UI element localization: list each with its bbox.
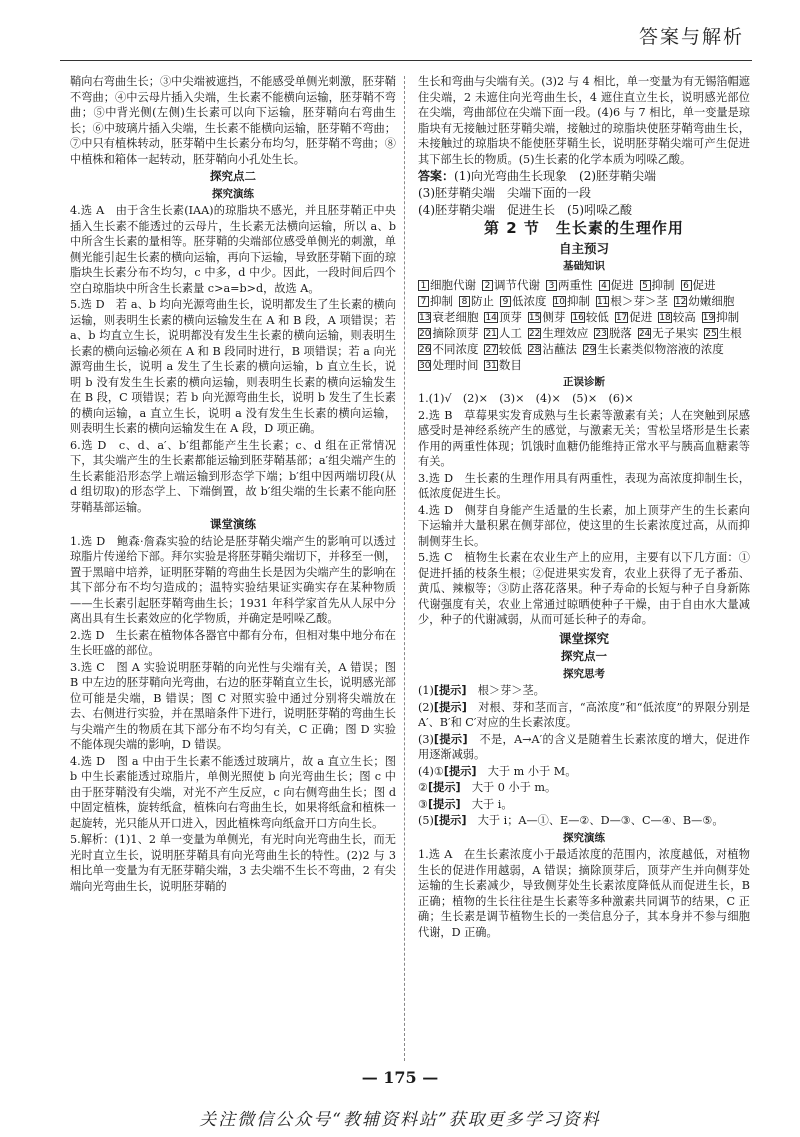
hint-item bbox=[418, 683, 750, 699]
item-text: 两重性 bbox=[558, 277, 593, 292]
item-text: 较低 bbox=[498, 341, 522, 356]
header-title: 答案与解析 bbox=[638, 26, 744, 48]
hint-label: [提示] bbox=[443, 764, 488, 778]
chapter-title: 第 2 节 生长素的生理作用 bbox=[484, 219, 684, 237]
knowledge-item bbox=[571, 309, 608, 325]
right-column bbox=[418, 74, 750, 1059]
paragraph: 生长和弯曲与尖端有关。(3)2 与 4 相比，单一变量为有无锡箔帽遮住尖端，2 未遮住向光弯曲生长，4 遮住直立生长，说明感光部位在尖端，弯曲部位在尖端下面一段。(4)6 与 7 相比，单一变量是琼脂块有无接触过胚芽鞘尖端，接触过的琼脂块使胚芽鞘弯曲生长，未接触过的琼脂块不能使胚芽鞘生长，说明胚芽鞘尖端可产生促进其下部生长的物质。(5)生长素的化学本质为吲哚乙酸。 bbox=[418, 75, 750, 166]
page-header bbox=[0, 0, 800, 80]
diagnosis-item: 4.选 D 侧芽自身能产生适量的生长素，加上顶芽产生的生长素向下运输并大量积累在侧芽部位，使这里的生长素浓度过高，从而抑制侧芽生长。 bbox=[418, 503, 750, 548]
paragraph: 5.解析：(1)1、2 单一变量为单侧光，有光时向光弯曲生长，而无光时直立生长，说明胚芽鞘具有向光弯曲生长的特性。(2)2 与 3 相比单一变量为有无胚芽鞘尖端，3 去尖端不生长不弯曲，2 有尖端向光弯曲生长，说明胚芽鞘的 bbox=[70, 833, 396, 893]
answer-line-3: (4)胚芽鞘尖端 促进生长 (5)吲哚乙酸 bbox=[418, 203, 632, 217]
hint-text: 根＞芽＞茎。 bbox=[477, 684, 545, 697]
item-text: 顶芽 bbox=[498, 309, 522, 324]
item-number: 7 bbox=[418, 296, 429, 307]
hint-text: 大于 i。 bbox=[471, 797, 513, 811]
knowledge-item bbox=[484, 325, 521, 341]
item-text: 处理时间 bbox=[432, 357, 479, 372]
item-number: 17 bbox=[615, 312, 628, 323]
column-divider bbox=[404, 76, 405, 1061]
hint-prefix: ② bbox=[418, 781, 429, 794]
knowledge-item bbox=[418, 341, 478, 357]
item-number: 27 bbox=[485, 344, 497, 355]
item-number: 15 bbox=[528, 312, 541, 323]
knowledge-item bbox=[615, 309, 652, 325]
item-number: 1 bbox=[418, 280, 429, 291]
item-number: 26 bbox=[419, 344, 431, 355]
item-text: 脱落 bbox=[608, 325, 632, 340]
item-text: 生理效应 bbox=[542, 325, 589, 340]
knowledge-item bbox=[594, 325, 631, 341]
item-text: 根＞芽＞茎 bbox=[610, 293, 668, 308]
paragraph: 2.选 D 生长素在植物体各器官中都有分布，但相对集中地分布在生长旺盛的部位。 bbox=[70, 628, 396, 657]
item-number: 24 bbox=[638, 328, 651, 339]
hint-label-text: 提示 bbox=[438, 700, 462, 714]
hint-text: 对根、芽和茎而言，“高浓度”和“低浓度”的界限分别是 A′、B′和 C′对应的生长素浓度。 bbox=[418, 700, 750, 729]
item-number: 3 bbox=[546, 280, 557, 291]
item-text: 摘除顶芽 bbox=[432, 325, 479, 340]
knowledge-item bbox=[596, 293, 668, 309]
item-text: 数目 bbox=[498, 357, 522, 372]
answer-line-2: (3)胚芽鞘尖端 尖端下面的一段 bbox=[418, 186, 591, 200]
hint-label: [提示] bbox=[433, 814, 478, 827]
item-text: 无子果实 bbox=[652, 325, 699, 340]
diagnosis-item: 3.选 D 生长素的生理作用具有两重性，表现为高浓度抑制生长，低浓度促进生长。 bbox=[418, 471, 750, 500]
item-number: 22 bbox=[528, 328, 541, 339]
item-text: 较高 bbox=[672, 309, 696, 324]
item-text: 抑制 bbox=[716, 309, 740, 324]
hint-prefix: (4)① bbox=[418, 764, 444, 778]
hint-item bbox=[418, 780, 750, 796]
hint-prefix: (1) bbox=[418, 684, 434, 697]
section-title: 课堂演练 bbox=[210, 517, 256, 531]
paragraph: 鞘向右弯曲生长；③中尖端被遮挡，不能感受单侧光刺激，胚芽鞘不弯曲；④中云母片插入尖端，生长素不能横向运输，胚芽鞘不弯曲；⑤中背光侧(左侧)生长素可以向下运输，胚芽鞘向右弯曲生长；⑥中玻璃片插入尖端，生长素不能横向运输，胚芽鞘不弯曲；⑦中只有植株转动，胚芽鞘中生长素分布均匀，胚芽鞘不弯曲；⑧中植株和箱体一起转动，胚芽鞘向小孔处生长。 bbox=[70, 75, 396, 166]
item-number: 21 bbox=[485, 328, 497, 339]
knowledge-item bbox=[681, 277, 716, 293]
header-rule bbox=[60, 60, 752, 61]
knowledge-item bbox=[418, 357, 478, 373]
preview-title: 自主预习 bbox=[558, 240, 609, 256]
paragraph: 3.选 C 图 A 实验说明胚芽鞘的向光性与尖端有关，A 错误；图 B 中左边的胚芽鞘向光弯曲，右边的胚芽鞘直立生长，说明感光部位可能是尖端，B 错误；图 C 对照实验中通过分别将尖端放在去、右侧进行实验，并在黑暗条件下进行，说明胚芽鞘的弯曲生长与尖端产生的物质在其下部分布不均匀有关，C 正确；图 D 实验不能体现尖端的影响，D 错误。 bbox=[70, 660, 396, 751]
item-number: 13 bbox=[419, 312, 431, 323]
diagnosis-item: 2.选 B 草莓果实发育成熟与生长素等激素有关；人在突触到尿感感受时是神经系统产生的感觉，与激素无关；雪松呈塔形是生长素作用的两重性体现；饥饿时血糖仍能维持正常水平与胰高血糖素等有关。 bbox=[418, 408, 750, 468]
diagnosis-item: 5.选 C 植物生长素在农业生产上的应用，主要有以下几方面：①促进扦插的枝条生根；②促进果实发育，农业上获得了无子番茄、黄瓜、辣椒等；③防止落花落果。种子寿命的长短与种子自身新陈代谢强度有关，农业上常通过晾晒使种子干燥，由于自由水大量减少，种子的代谢减弱，从而可延长种子的寿命。 bbox=[418, 551, 750, 626]
knowledge-item bbox=[484, 341, 521, 357]
item-number: 6 bbox=[681, 280, 692, 291]
knowledge-item bbox=[418, 325, 478, 341]
item-number: 10 bbox=[553, 296, 565, 307]
hint-prefix: ③ bbox=[418, 797, 429, 811]
diagnosis-line: 1.(1)√ (2)× (3)× (4)× (5)× (6)× bbox=[418, 392, 634, 405]
item-text: 防止 bbox=[471, 293, 494, 308]
knowledge-item bbox=[418, 293, 453, 309]
basic-knowledge-grid bbox=[418, 277, 750, 373]
hint-label: [提示] bbox=[428, 797, 472, 811]
knowledge-item bbox=[640, 277, 675, 293]
paragraph: 4.选 D 图 a 中由于生长素不能透过玻璃片，故 a 直立生长；图 b 中生长素能透过琼脂片，单侧光照使 b 向光弯曲生长；图 c 中由于胚芽鞘没有尖端，对光不产生反应，c 向右侧弯曲生长；图 d 中固定植株，旋转纸盒，植株向右弯曲生长，如果将纸盒和植株一起旋转，光只能从开口进入，因此植株弯向纸盒开口方向生长。 bbox=[70, 754, 396, 830]
item-text: 促进 bbox=[610, 277, 634, 292]
item-number: 14 bbox=[485, 312, 497, 323]
item-text: 抑制 bbox=[566, 293, 590, 308]
item-number: 29 bbox=[583, 344, 596, 355]
item-number: 30 bbox=[419, 360, 431, 371]
item-text: 幼嫩细胞 bbox=[688, 293, 735, 308]
item-number: 4 bbox=[599, 280, 610, 291]
item-text: 细胞代谢 bbox=[430, 277, 476, 292]
item-text: 侧芽 bbox=[542, 309, 566, 324]
page-number: — 175 — bbox=[361, 1068, 439, 1087]
hint-item bbox=[418, 732, 750, 763]
item-text: 人工 bbox=[498, 325, 522, 340]
item-number: 23 bbox=[595, 328, 607, 339]
basic-knowledge-title: 基础知识 bbox=[563, 260, 605, 272]
item-number: 18 bbox=[659, 312, 671, 323]
answer-line-1: (1)向光弯曲生长现象 (2)胚芽鞘尖端 bbox=[454, 169, 657, 183]
item-text: 促进 bbox=[692, 277, 716, 292]
item-text: 抑制 bbox=[651, 277, 675, 292]
item-text: 沾蘸法 bbox=[542, 341, 577, 356]
knowledge-item bbox=[500, 293, 547, 309]
knowledge-item bbox=[704, 325, 741, 341]
paragraph: 6.选 D c、d、a′、b′组都能产生生长素；c、d 组在正常情况下，其尖端产生的生长素都能运输到胚芽鞘基部；a′组尖端产生的生长素能沿形态学上端运输到形态学下端；b′组中因两端切段(从 d 组切取)的形态学上、下端倒置，故 b′组尖端的生长素不能向胚芽鞘基部运输。 bbox=[70, 438, 396, 514]
item-text: 调节代谢 bbox=[494, 277, 540, 292]
hint-label: [提示] bbox=[433, 732, 480, 746]
item-number: 25 bbox=[705, 328, 717, 339]
diagnosis-title: 正误诊断 bbox=[563, 375, 605, 388]
knowledge-item bbox=[484, 357, 521, 373]
explore-think-title: 探究思考 bbox=[563, 667, 605, 680]
paragraph: 5.选 D 若 a、b 均向光源弯曲生长，说明都发生了生长素的横向运输，则表明生长素的横向运输发生在 A 和 B 段，A 项错误；若 a、b 均直立生长，说明都没有发生生长素的横向运输，则表明生长素的横向运输必须在 A 和 B 段同时进行，B 项错误；若 a 向光源弯曲生长，说明 a 发生了生长素的横向运输，b 直立生长，说明 b 没有发生生长素的横向运输，则表明生长素的横向运输发生在 B 段，C 项错误；若 b 向光源弯曲生长，说明 b 发生了生长素的横向运输，a 直立生长，说明 a 没有发生生长素的横向运输，则表明生长素的横向运输发生在 A 段，D 项正确。 bbox=[70, 298, 396, 435]
knowledge-item bbox=[546, 277, 593, 293]
section-title: 探究点二 bbox=[210, 169, 256, 183]
explore-point-1-title: 探究点一 bbox=[561, 649, 607, 663]
knowledge-item bbox=[702, 309, 739, 325]
left-column bbox=[70, 74, 396, 1059]
item-number: 12 bbox=[674, 296, 687, 307]
footer-note: 关注微信公众号“教辅资料站”获取更多学习资料 bbox=[199, 1110, 601, 1130]
paragraph: 4.选 A 由于含生长素(IAA)的琼脂块不感光，并且胚芽鞘正中央插入生长素不能透过的云母片，生长素无法横向运输，所以 a、b 中所含生长素的量相等。胚芽鞘的尖端部位感受单侧光的刺激，单侧光能引起生长素的横向运输，再向下运输，导致胚芽鞘下面的琼脂块生长素分布不均匀，c 中多，d 中少。因此，一段时间后四个空白琼脂块中所含生长素量 c>a=b>d，故选 A。 bbox=[70, 204, 396, 295]
hint-label: [提示] bbox=[433, 684, 478, 697]
hint-text: 不是，A→A′的含义是随着生长素浓度的增大，促进作用逐渐减弱。 bbox=[418, 732, 750, 761]
item-text: 生长素类似物溶液的浓度 bbox=[597, 341, 724, 356]
subsection-title: 探究演练 bbox=[212, 187, 254, 200]
item-text: 低浓度 bbox=[512, 293, 547, 308]
knowledge-item bbox=[553, 293, 590, 309]
item-number: 28 bbox=[528, 344, 541, 355]
hint-item bbox=[418, 764, 750, 780]
knowledge-item bbox=[418, 309, 478, 325]
knowledge-item bbox=[459, 293, 494, 309]
item-text: 生根 bbox=[718, 325, 742, 340]
answer-label-line bbox=[418, 168, 750, 184]
knowledge-item bbox=[528, 309, 565, 325]
hint-item bbox=[418, 813, 750, 829]
knowledge-item bbox=[528, 325, 588, 341]
hint-prefix: (3) bbox=[418, 732, 434, 746]
item-number: 5 bbox=[640, 280, 651, 291]
explore-practice-title: 探究演练 bbox=[563, 831, 605, 844]
answer-label: 答案： bbox=[418, 169, 455, 183]
knowledge-item bbox=[418, 277, 476, 293]
knowledge-item bbox=[528, 341, 577, 357]
paragraph: 1.选 D 鲍森·詹森实验的结论是胚芽鞘尖端产生的影响可以透过琼脂片传递给下部。拜尔实验是将胚芽鞘尖端切下，并移至一侧，置于黑暗中培养，证明胚芽鞘的弯曲生长是因为尖端产生的影响在其下部分布不均匀造成的；温特实验结果证实确实存在某种物质——生长素引起胚芽鞘弯曲生长；1931 年科学家首先从人尿中分离出具有生长素效应的化学物质，并确定是吲哚乙酸。 bbox=[70, 534, 396, 625]
item-number: 2 bbox=[482, 280, 493, 291]
hint-item bbox=[418, 700, 750, 731]
hint-label-text: 提示 bbox=[438, 732, 463, 746]
item-number: 20 bbox=[419, 328, 431, 339]
item-number: 11 bbox=[596, 296, 609, 307]
knowledge-item bbox=[599, 277, 634, 293]
knowledge-item bbox=[658, 309, 695, 325]
item-text: 不同浓度 bbox=[432, 341, 479, 356]
knowledge-item bbox=[638, 325, 698, 341]
hint-label-text: 提示 bbox=[433, 781, 456, 794]
knowledge-item bbox=[484, 309, 521, 325]
hint-text: 大于 m 小于 M。 bbox=[487, 764, 577, 778]
item-text: 较低 bbox=[585, 309, 609, 324]
hint-text: 大于 i；A—①、E—②、D—③、C—④、B—⑤。 bbox=[477, 814, 724, 827]
knowledge-item bbox=[674, 293, 734, 309]
knowledge-item bbox=[583, 341, 724, 357]
item-text: 抑制 bbox=[430, 293, 453, 308]
hint-label-text: 提示 bbox=[438, 814, 462, 827]
practice-item: 1.选 A 在生长素浓度小于最适浓度的范围内，浓度越低，对植物生长的促进作用越弱，A 错误；摘除顶芽后，顶芽产生并向侧芽处运输的生长素减少，导致侧芽处生长素浓度降低从而促进生长，B 正确；植物的生长往往是生长素等多种激素共同调节的结果，C 正确；生长素是调节植物生长的一类信息分子，其本身并不参与细胞代谢，D 正确。 bbox=[418, 848, 750, 939]
hint-label: [提示] bbox=[428, 781, 472, 794]
item-number: 31 bbox=[485, 360, 497, 371]
hint-text: 大于 0 小于 m。 bbox=[471, 781, 557, 794]
hint-item bbox=[418, 797, 750, 813]
hint-label-text: 提示 bbox=[438, 684, 462, 697]
hint-prefix: (2) bbox=[418, 700, 434, 714]
hint-prefix: (5) bbox=[418, 814, 434, 827]
class-explore-title: 课堂探究 bbox=[558, 630, 609, 646]
item-number: 19 bbox=[702, 312, 715, 323]
hint-label: [提示] bbox=[433, 700, 479, 714]
hint-label-text: 提示 bbox=[433, 797, 456, 811]
knowledge-item bbox=[482, 277, 540, 293]
item-text: 促进 bbox=[629, 309, 653, 324]
item-number: 9 bbox=[500, 296, 511, 307]
item-text: 衰老细胞 bbox=[432, 309, 479, 324]
item-number: 16 bbox=[572, 312, 584, 323]
hint-label-text: 提示 bbox=[449, 764, 472, 778]
item-number: 8 bbox=[459, 296, 470, 307]
